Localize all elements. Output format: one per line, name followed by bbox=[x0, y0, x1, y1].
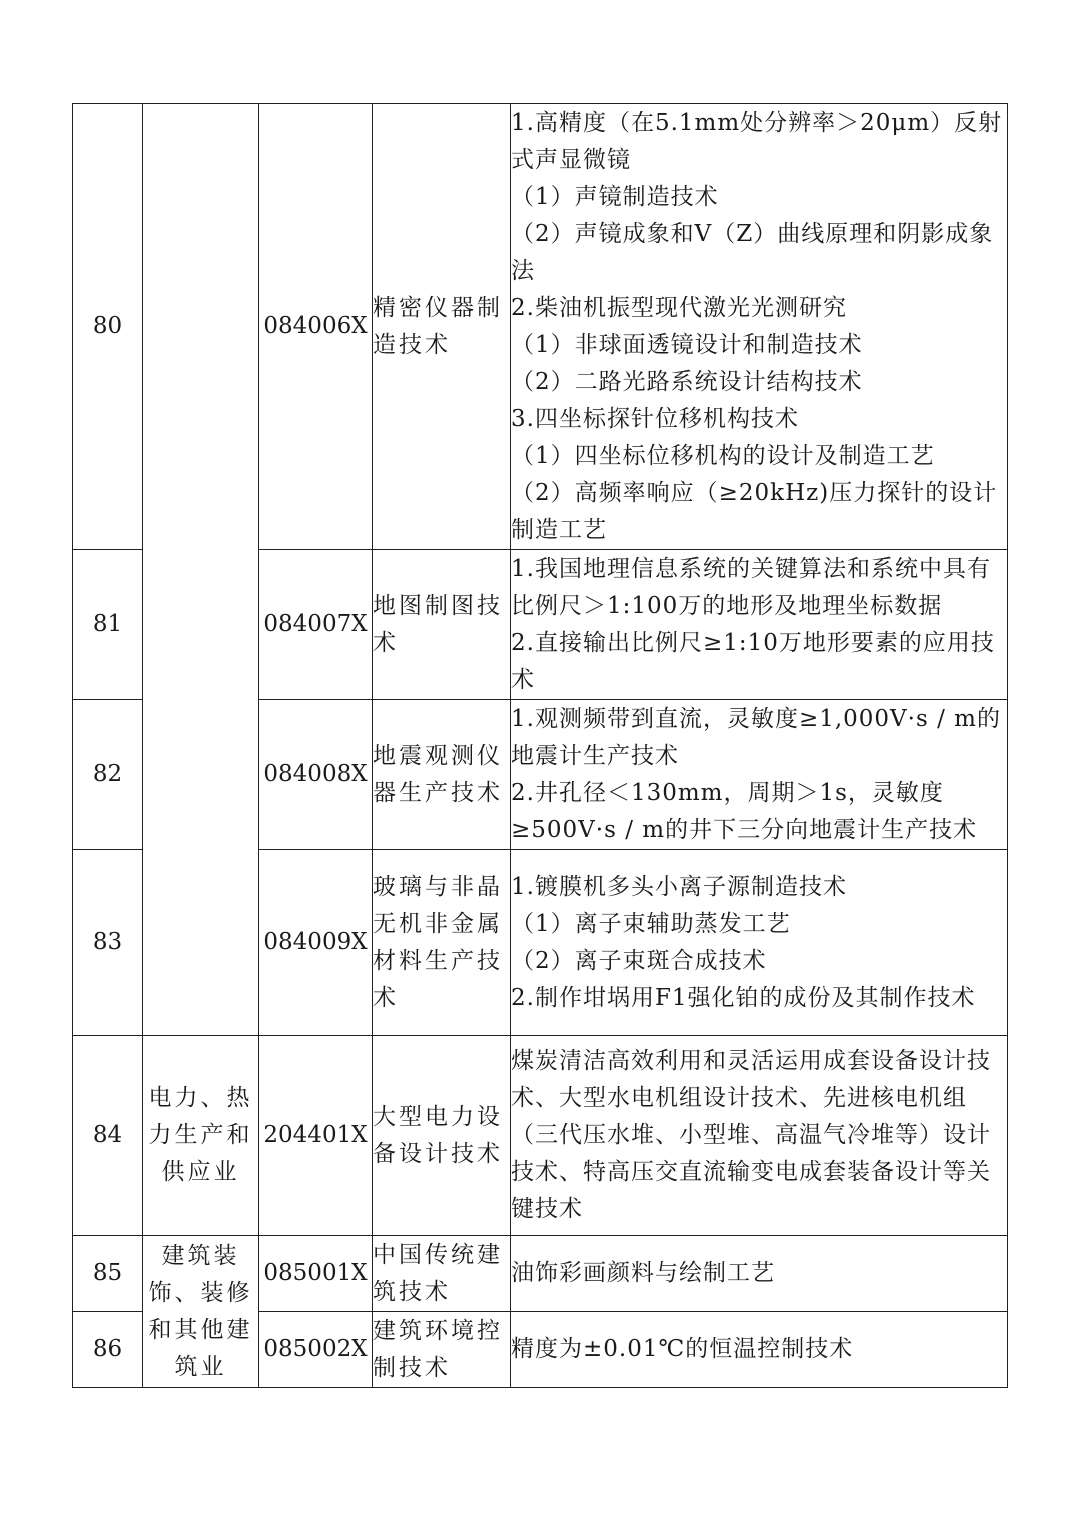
tech-requirements bbox=[511, 850, 1008, 1036]
table-row bbox=[73, 1036, 1008, 1236]
industry-cell-empty bbox=[143, 104, 259, 1036]
tech-requirements bbox=[511, 104, 1008, 550]
requirement-item: （2）离子束斑合成技术 bbox=[511, 947, 767, 974]
requirement-item: （2）二路光路系统设计结构技术 bbox=[511, 368, 863, 395]
requirement-item: 2.井孔径＜130mm，周期＞1s，灵敏度≥500V·s / m的井下三分向地震计生产技术 bbox=[511, 779, 978, 843]
row-number: 84 bbox=[73, 1036, 143, 1236]
requirement-item: （1）非球面透镜设计和制造技术 bbox=[511, 331, 863, 358]
requirement-item: 煤炭清洁高效利用和灵活运用成套设备设计技术、大型水电机组设计技术、先进核电机组（三代压水堆、小型堆、高温气冷堆等）设计技术、特高压交直流输变电成套装备设计等关键技术 bbox=[511, 1048, 991, 1222]
tech-requirements bbox=[511, 1236, 1008, 1312]
row-number: 82 bbox=[73, 700, 143, 850]
requirement-item: （2）声镜成象和V（Z）曲线原理和阴影成象法 bbox=[511, 220, 994, 284]
requirement-item: 油饰彩画颜料与绘制工艺 bbox=[511, 1260, 775, 1286]
requirement-item: （1）离子束辅助蒸发工艺 bbox=[511, 910, 791, 937]
requirement-item: 1.高精度（在5.1mm处分辨率＞20μm）反射式声显微镜 bbox=[511, 109, 1003, 173]
requirement-item: （1）四坐标位移机构的设计及制造工艺 bbox=[511, 442, 935, 469]
tech-code: 084007X bbox=[259, 550, 373, 700]
tech-requirements bbox=[511, 1036, 1008, 1236]
tech-code: 084008X bbox=[259, 700, 373, 850]
tech-requirements bbox=[511, 550, 1008, 700]
row-number: 81 bbox=[73, 550, 143, 700]
tech-name: 玻璃与非晶无机非金属材料生产技术 bbox=[373, 850, 511, 1036]
tech-code: 084009X bbox=[259, 850, 373, 1036]
requirement-item: 1.我国地理信息系统的关键算法和系统中具有比例尺＞1:100万的地形及地理坐标数据 bbox=[511, 555, 991, 619]
requirement-item: （2）高频率响应（≥20kHz)压力探针的设计制造工艺 bbox=[511, 479, 998, 543]
requirement-item: 2.制作坩埚用F1强化铂的成份及其制作技术 bbox=[511, 984, 976, 1011]
tech-name: 建筑环境控制技术 bbox=[373, 1312, 511, 1388]
tech-code: 084006X bbox=[259, 104, 373, 550]
table-row bbox=[73, 1236, 1008, 1312]
industry-cell: 建筑装饰、装修和其他建筑业 bbox=[143, 1236, 259, 1388]
requirement-item: 1.观测频带到直流，灵敏度≥1,000V·s / m的地震计生产技术 bbox=[511, 705, 1001, 769]
requirement-item: 2.柴油机振型现代激光光测研究 bbox=[511, 294, 847, 321]
requirement-item: 1.镀膜机多头小离子源制造技术 bbox=[511, 873, 847, 900]
tech-name: 地震观测仪器生产技术 bbox=[373, 700, 511, 850]
tech-name: 中国传统建筑技术 bbox=[373, 1236, 511, 1312]
requirement-item: （1）声镜制造技术 bbox=[511, 183, 719, 210]
tech-code: 085001X bbox=[259, 1236, 373, 1312]
table-row bbox=[73, 104, 1008, 550]
tech-name: 大型电力设备设计技术 bbox=[373, 1036, 511, 1236]
tech-name: 精密仪器制造技术 bbox=[373, 104, 511, 550]
row-number: 85 bbox=[73, 1236, 143, 1312]
row-number: 80 bbox=[73, 104, 143, 550]
technology-catalog-table bbox=[72, 103, 1008, 1388]
tech-requirements bbox=[511, 700, 1008, 850]
tech-name: 地图制图技术 bbox=[373, 550, 511, 700]
industry-cell: 电力、热力生产和供应业 bbox=[143, 1036, 259, 1236]
tech-code: 204401X bbox=[259, 1036, 373, 1236]
row-number: 86 bbox=[73, 1312, 143, 1388]
requirement-item: 3.四坐标探针位移机构技术 bbox=[511, 405, 799, 432]
requirement-item: 2.直接输出比例尺≥1:10万地形要素的应用技术 bbox=[511, 629, 995, 693]
tech-requirements bbox=[511, 1312, 1008, 1388]
tech-code: 085002X bbox=[259, 1312, 373, 1388]
row-number: 83 bbox=[73, 850, 143, 1036]
requirement-item: 精度为±0.01℃的恒温控制技术 bbox=[511, 1336, 854, 1362]
